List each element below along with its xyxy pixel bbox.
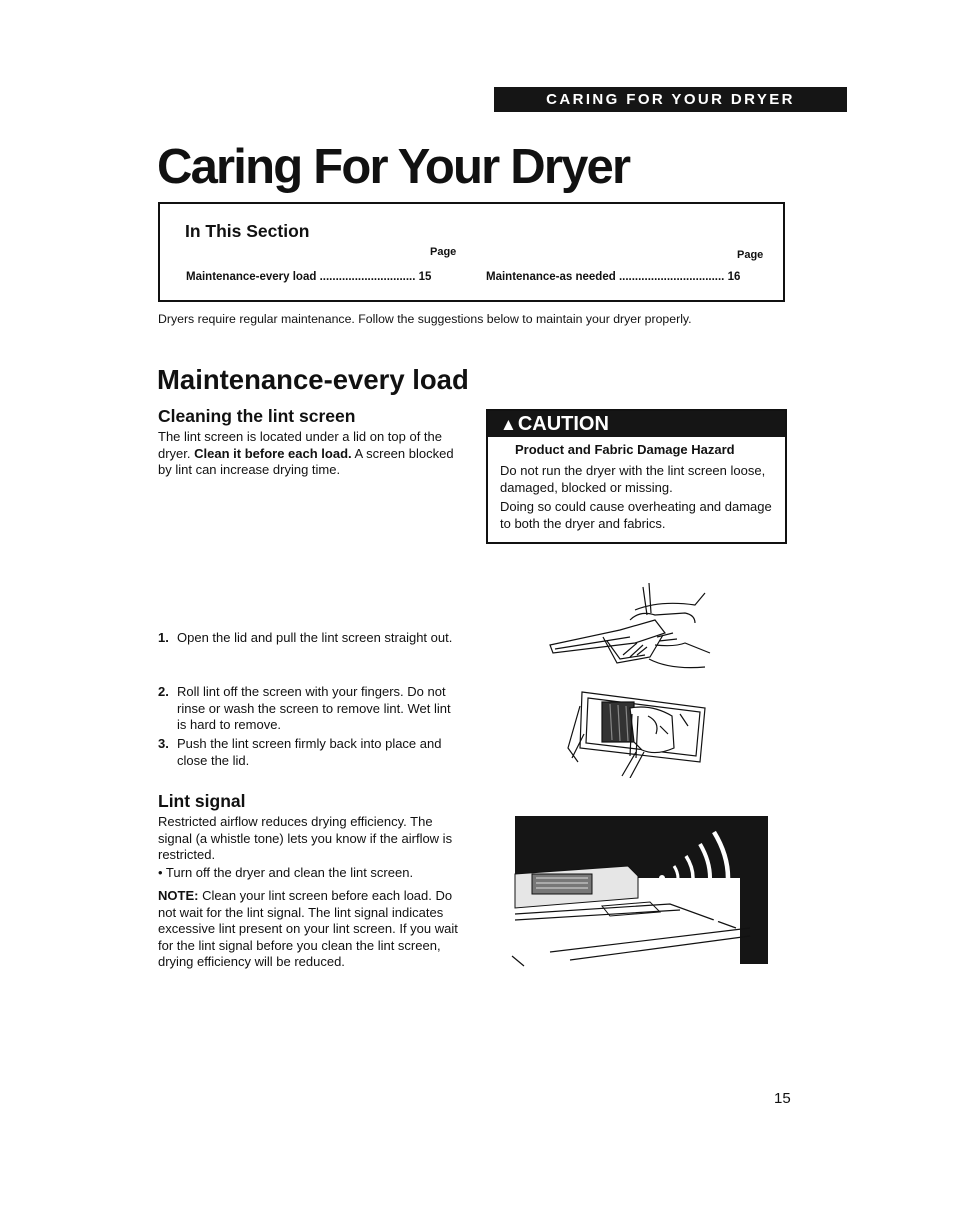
step-number: 2. [158,684,169,699]
page-title: Caring For Your Dryer [157,140,630,194]
in-this-section-box [158,202,785,302]
step-number: 1. [158,630,169,645]
page-number: 15 [774,1090,791,1107]
step-text: Push the lint screen firmly back into place and close the lid. [177,736,442,768]
toc-heading: In This Section [185,221,310,241]
caution-hazard: Product and Fabric Damage Hazard [515,442,735,457]
lint-signal-note [158,888,458,971]
subheading-lint-screen: Cleaning the lint screen [158,406,356,426]
caution-label: CAUTION [517,413,609,435]
toc-entry-dots: .............................. [319,271,416,283]
toc-page-label-left: Page [430,246,457,258]
toc-entry-dots: ................................. [618,271,725,283]
lint-screen-text-1: The lint screen is located under a lid on top of the dryer. [158,429,443,461]
step-number: 3. [158,736,169,751]
lint-screen-text-2: A screen blocked by lint can increase drying time. [158,445,454,477]
lint-screen-text-bold: Clean it before each load. [194,445,352,461]
step-text: Open the lid and pull the lint screen straight out. [177,630,453,645]
intro-text: Dryers require regular maintenance. Follow the suggestions below to maintain your dryer properly. [158,312,692,326]
lint-signal-text: Restricted airflow reduces drying efficiency. The signal (a whistle tone) lets you know if the airflow is restricted. [158,814,453,862]
section-heading-every-load: Maintenance-every load [157,364,469,395]
lint-screen-text [158,429,463,479]
caution-box [486,409,787,544]
warning-triangle-icon: ▲ [500,415,517,434]
toc-entry-title: Maintenance-as needed [486,271,616,283]
step-text: Roll lint off the screen with your fingers. Do not rinse or wash the screen to remove lint. Wet lint is hard to remove. [177,684,451,732]
section-banner: CARING FOR YOUR DRYER [494,87,847,112]
caution-text-1: Do not run the dryer with the lint screen loose, damaged, blocked or missing. [500,463,766,495]
caution-header [488,411,785,437]
toc-page-label-right: Page [737,249,764,261]
note-text: Clean your lint screen before each load. Do not wait for the lint signal. The lint signal indicates excessive lint present on your lint screen. If you wait for the lint signal before you clean the lint screen, drying efficiency will be reduced. [158,888,458,969]
toc-entry-title: Maintenance-every load [186,271,317,283]
caution-text-2: Doing so could cause overheating and damage to both the dryer and fabrics. [500,499,772,531]
step-3 [158,736,463,769]
toc-entry-page: 15 [418,271,432,283]
subheading-lint-signal: Lint signal [158,791,246,811]
step-1 [158,630,463,647]
note-label: NOTE: [158,888,199,903]
toc-entry-as-needed[interactable] [486,271,740,283]
toc-entry-page: 16 [727,271,741,283]
roll-lint-illustration [560,686,710,778]
toc-entry-every-load[interactable] [186,271,431,283]
step-2 [158,684,463,734]
lint-signal-bullet: • Turn off the dryer and clean the lint screen. [158,865,414,880]
lint-signal-illustration [510,816,770,974]
pull-lint-screen-illustration [545,575,720,680]
